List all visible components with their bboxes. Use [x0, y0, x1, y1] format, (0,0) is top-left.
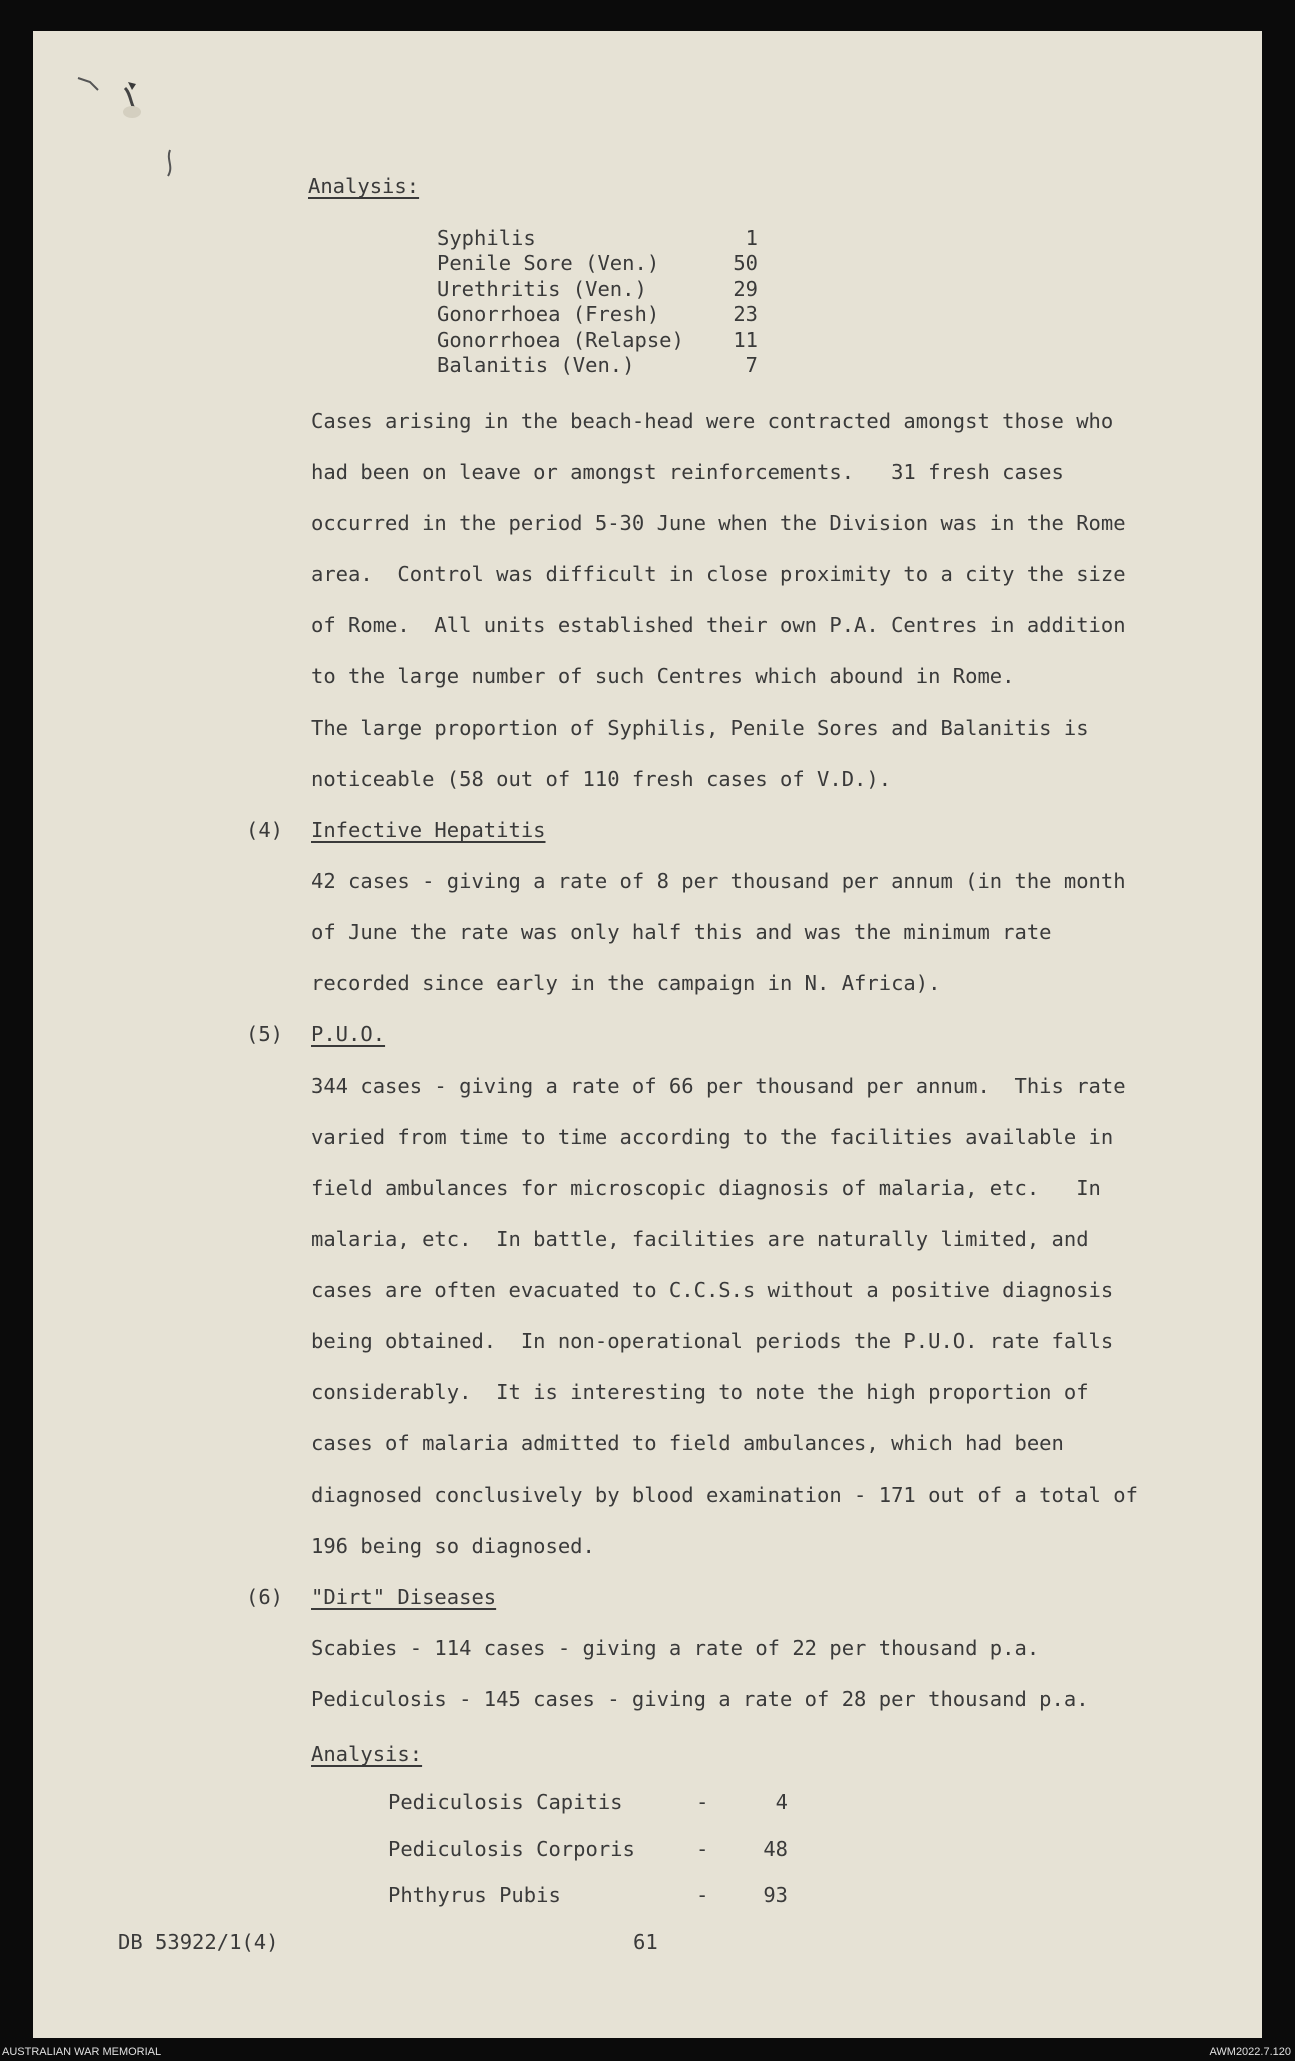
- paragraph-line: occurred in the period 5-30 June when the Division was in the Rome: [311, 511, 1126, 535]
- table-row-value: 1: [745, 226, 758, 250]
- paragraph-line: field ambulances for microscopic diagnosis of malaria, etc. In: [311, 1176, 1101, 1200]
- page-number: 61: [633, 1930, 658, 1954]
- paragraph-line: Scabies - 114 cases - giving a rate of 22 per thousand p.a.: [311, 1636, 1040, 1660]
- paragraph-line: diagnosed conclusively by blood examination - 171 out of a total of: [311, 1483, 1138, 1507]
- paragraph-line: The large proportion of Syphilis, Penile Sores and Balanitis is: [311, 716, 1089, 740]
- table-row-dash: -: [696, 1837, 709, 1861]
- table-row-value: 29: [733, 277, 758, 301]
- paragraph-line: to the large number of such Centres which abound in Rome.: [311, 664, 1015, 688]
- table-row-value: 4: [775, 1790, 788, 1814]
- paragraph-line: of June the rate was only half this and was the minimum rate: [311, 920, 1052, 944]
- paragraph-line: 42 cases - giving a rate of 8 per thousand per annum (in the month: [311, 869, 1126, 893]
- table-row-value: 48: [763, 1837, 788, 1861]
- table-row-value: 93: [763, 1883, 788, 1907]
- paragraph-line: 344 cases - giving a rate of 66 per thousand per annum. This rate: [311, 1074, 1126, 1098]
- paragraph-line: being obtained. In non-operational periods the P.U.O. rate falls: [311, 1329, 1114, 1353]
- paper-damage-mark: [70, 60, 180, 180]
- archive-footer-left: AUSTRALIAN WAR MEMORIAL: [2, 2046, 162, 2058]
- paragraph-line: had been on leave or amongst reinforcements. 31 fresh cases: [311, 460, 1064, 484]
- table-row-value: 7: [745, 353, 758, 377]
- paragraph-line: varied from time to time according to the facilities available in: [311, 1125, 1114, 1149]
- analysis-heading: Analysis:: [311, 1742, 423, 1766]
- section-title: "Dirt" Diseases: [311, 1585, 497, 1609]
- paragraph-line: malaria, etc. In battle, facilities are naturally limited, and: [311, 1227, 1089, 1251]
- table-row-label: Syphilis: [437, 226, 536, 250]
- paragraph-line: area. Control was difficult in close proximity to a city the size: [311, 562, 1126, 586]
- table-row-value: 50: [733, 251, 758, 275]
- table-row-label: Phthyrus Pubis: [388, 1883, 561, 1907]
- section-title: P.U.O.: [311, 1022, 386, 1046]
- table-row-label: Pediculosis Corporis: [388, 1837, 635, 1861]
- section-number: (6): [246, 1585, 284, 1609]
- table-row-label: Penile Sore (Ven.): [437, 251, 660, 275]
- paragraph-line: cases of malaria admitted to field ambulances, which had been: [311, 1431, 1064, 1455]
- table-row-label: Gonorrhoea (Relapse): [437, 328, 684, 352]
- archive-footer-right: AWM2022.7.120: [1209, 2046, 1291, 2058]
- table-row-label: Balanitis (Ven.): [437, 353, 635, 377]
- section-number: (4): [246, 818, 284, 842]
- paragraph-line: cases are often evacuated to C.C.S.s without a positive diagnosis: [311, 1278, 1114, 1302]
- table-row-value: 11: [733, 328, 758, 352]
- section-number: (5): [246, 1022, 284, 1046]
- analysis-heading: Analysis:: [308, 174, 420, 198]
- paragraph-line: noticeable (58 out of 110 fresh cases of V.D.).: [311, 767, 892, 791]
- paragraph-line: Pediculosis - 145 cases - giving a rate of 28 per thousand p.a.: [311, 1687, 1089, 1711]
- paragraph-line: considerably. It is interesting to note the high proportion of: [311, 1380, 1089, 1404]
- paragraph-line: 196 being so diagnosed.: [311, 1534, 595, 1558]
- document-reference: DB 53922/1(4): [118, 1930, 279, 1954]
- table-row-dash: -: [696, 1790, 709, 1814]
- table-row-label: Urethritis (Ven.): [437, 277, 647, 301]
- section-title: Infective Hepatitis: [311, 818, 546, 842]
- paragraph-line: Cases arising in the beach-head were contracted amongst those who: [311, 409, 1114, 433]
- table-row-value: 23: [733, 302, 758, 326]
- table-row-label: Pediculosis Capitis: [388, 1790, 623, 1814]
- table-row-label: Gonorrhoea (Fresh): [437, 302, 660, 326]
- paragraph-line: recorded since early in the campaign in N. Africa).: [311, 971, 941, 995]
- table-row-dash: -: [696, 1883, 709, 1907]
- paragraph-line: of Rome. All units established their own P.A. Centres in addition: [311, 613, 1126, 637]
